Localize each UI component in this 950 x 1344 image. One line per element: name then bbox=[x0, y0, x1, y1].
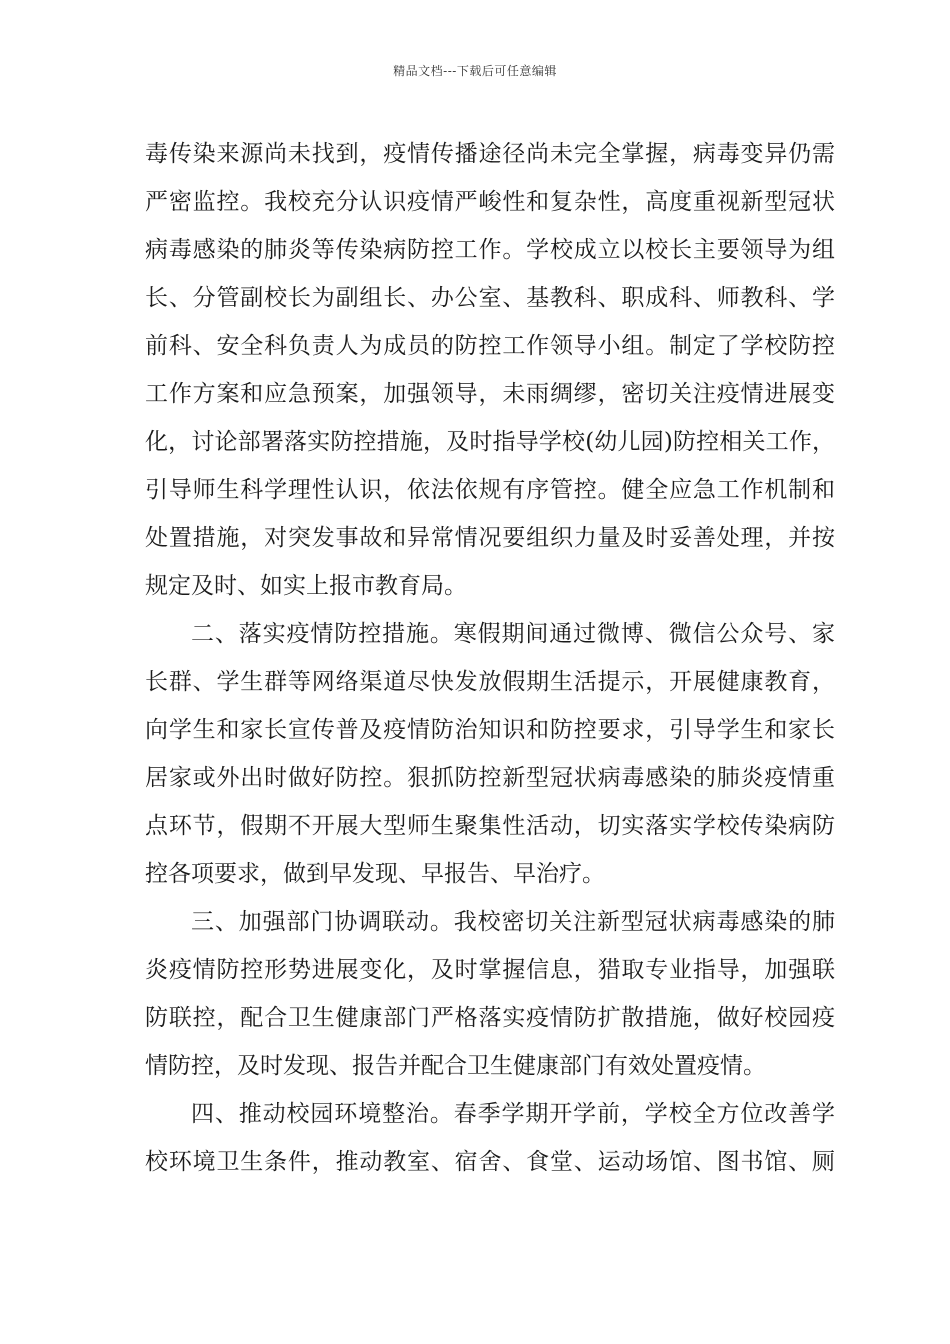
text-line: 病毒感染的肺炎等传染病防控工作。学校成立以校长主要领导为组 bbox=[145, 237, 835, 263]
document-body bbox=[145, 130, 835, 1186]
text-line: 严密监控。我校充分认识疫情严峻性和复杂性，高度重视新型冠状 bbox=[145, 189, 835, 215]
page-header: 精品文档---下载后可任意编辑 bbox=[393, 64, 557, 78]
text-line: 点环节，假期不开展大型师生聚集性活动，切实落实学校传染病防 bbox=[145, 813, 835, 839]
text-line: 向学生和家长宣传普及疫情防治知识和防控要求，引导学生和家长 bbox=[145, 717, 835, 743]
text-line: 毒传染来源尚未找到，疫情传播途径尚未完全掌握，病毒变异仍需 bbox=[145, 141, 835, 167]
text-line: 三、加强部门协调联动。我校密切关注新型冠状病毒感染的肺 bbox=[191, 909, 835, 935]
text-line: 规定及时、如实上报市教育局。 bbox=[145, 573, 467, 599]
paragraph-1 bbox=[145, 130, 835, 610]
paragraph-4 bbox=[145, 1090, 835, 1186]
text-line: 工作方案和应急预案，加强领导，未雨绸缪，密切关注疫情进展变 bbox=[145, 381, 835, 407]
text-line: 处置措施，对突发事故和异常情况要组织力量及时妥善处理，并按 bbox=[145, 525, 835, 551]
text-line: 前科、安全科负责人为成员的防控工作领导小组。制定了学校防控 bbox=[145, 333, 835, 359]
text-line: 长、分管副校长为副组长、办公室、基教科、职成科、师教科、学 bbox=[145, 285, 835, 311]
text-line: 校环境卫生条件，推动教室、宿舍、食堂、运动场馆、图书馆、厕 bbox=[145, 1149, 835, 1175]
text-line: 控各项要求，做到早发现、早报告、早治疗。 bbox=[145, 861, 605, 887]
text-line: 二、落实疫情防控措施。寒假期间通过微博、微信公众号、家 bbox=[191, 621, 835, 647]
text-line: 四、推动校园环境整治。春季学期开学前，学校全方位改善学 bbox=[191, 1101, 835, 1127]
paragraph-2 bbox=[145, 610, 835, 898]
text-line: 化，讨论部署落实防控措施，及时指导学校(幼儿园)防控相关工作， bbox=[145, 429, 835, 455]
text-line: 引导师生科学理性认识，依法依规有序管控。健全应急工作机制和 bbox=[145, 477, 835, 503]
text-line: 长群、学生群等网络渠道尽快发放假期生活提示，开展健康教育， bbox=[145, 669, 835, 695]
text-line: 防联控，配合卫生健康部门严格落实疫情防扩散措施，做好校园疫 bbox=[145, 1005, 835, 1031]
text-line: 情防控，及时发现、报告并配合卫生健康部门有效处置疫情。 bbox=[145, 1053, 766, 1079]
text-line: 炎疫情防控形势进展变化，及时掌握信息，猎取专业指导，加强联 bbox=[145, 957, 835, 983]
paragraph-3 bbox=[145, 898, 835, 1090]
text-line: 居家或外出时做好防控。狠抓防控新型冠状病毒感染的肺炎疫情重 bbox=[145, 765, 835, 791]
